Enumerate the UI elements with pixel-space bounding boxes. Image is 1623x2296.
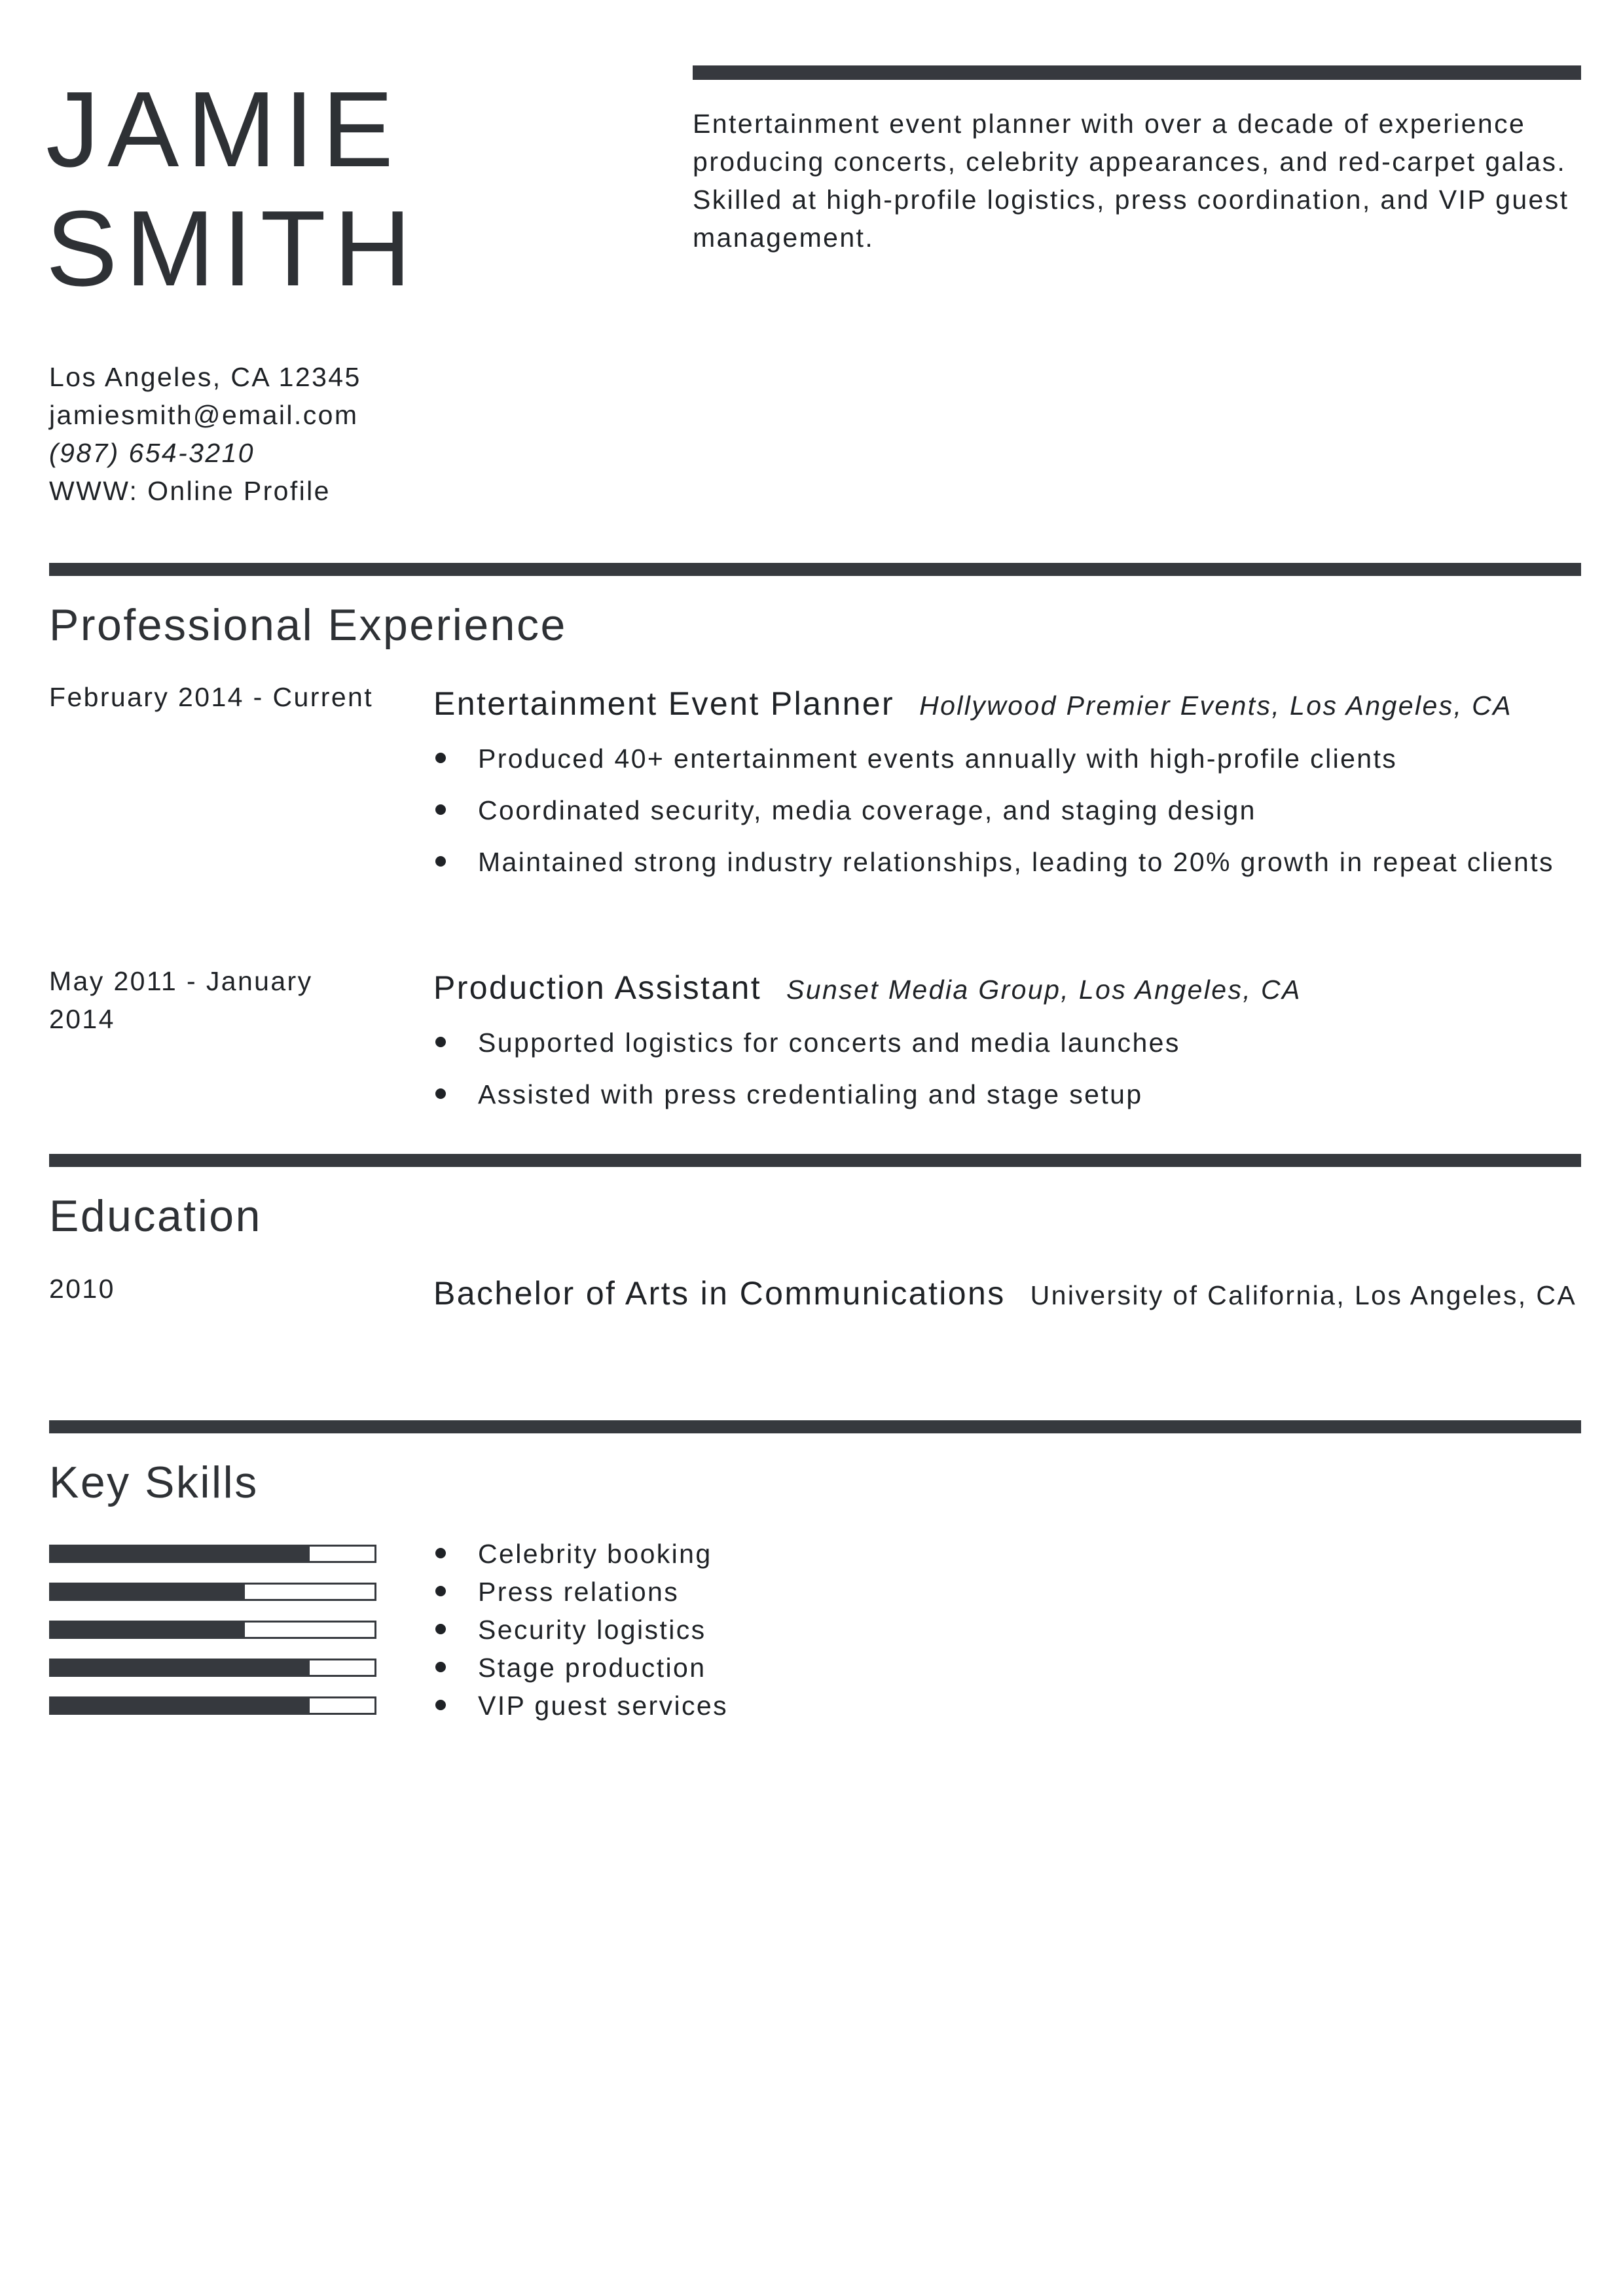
- education-degree: Bachelor of Arts in Communications: [433, 1275, 1006, 1312]
- job-bullets: [433, 1024, 1586, 1113]
- education-year: 2010: [49, 1274, 115, 1304]
- skill-level-fill: [51, 1698, 310, 1713]
- education-entry: [433, 1270, 1586, 1325]
- job-company: Sunset Media Group, Los Angeles, CA: [786, 975, 1302, 1005]
- job-dates: February 2014 - Current: [49, 682, 374, 712]
- first-name: JAMIE: [46, 69, 401, 189]
- skill-item: Press relations: [433, 1573, 1586, 1611]
- skill-level-bar: [49, 1583, 376, 1601]
- contact-website-link[interactable]: WWW: Online Profile: [49, 476, 331, 506]
- skill-item: Security logistics: [433, 1611, 1586, 1649]
- skill-level-fill: [51, 1547, 310, 1561]
- education-school: University of California, Los Angeles, CA: [1030, 1280, 1577, 1310]
- skills-divider: [49, 1420, 1581, 1433]
- skill-item: Celebrity booking: [433, 1535, 1586, 1573]
- experience-heading: Professional Experience: [49, 600, 567, 650]
- contact-phone: (987) 654-3210: [49, 438, 255, 468]
- skill-level-bar: [49, 1545, 376, 1563]
- job-title: Production Assistant: [433, 969, 762, 1006]
- job-bullet: Maintained strong industry relationships, leading to 20% growth in repeat clients: [433, 843, 1586, 881]
- job-bullet: Coordinated security, media coverage, and staging design: [433, 791, 1586, 829]
- experience-divider: [49, 563, 1581, 576]
- job-dates: May 2011 - January 2014: [49, 966, 313, 1034]
- skills-list: [433, 1535, 1586, 1725]
- job-header: [433, 685, 1586, 725]
- professional-summary: Entertainment event planner with over a decade of experience producing concerts, celebrity appearances, and red-carpet galas. Skilled at high-profile logistics, press coordination, and VIP guest management.: [693, 109, 1569, 253]
- skill-level-fill: [51, 1660, 310, 1675]
- education-divider: [49, 1154, 1581, 1167]
- contact-email[interactable]: jamiesmith@email.com: [49, 400, 359, 430]
- skills-heading: Key Skills: [49, 1458, 259, 1507]
- skill-level-bar: [49, 1621, 376, 1639]
- job-bullet: Supported logistics for concerts and media launches: [433, 1024, 1586, 1062]
- summary-top-rule: [693, 65, 1581, 80]
- education-heading: Education: [49, 1191, 262, 1241]
- job-bullet: Produced 40+ entertainment events annually with high-profile clients: [433, 740, 1586, 778]
- job-title: Entertainment Event Planner: [433, 685, 895, 722]
- skill-level-bar: [49, 1696, 376, 1715]
- skill-item: Stage production: [433, 1649, 1586, 1687]
- skill-level-bar: [49, 1659, 376, 1677]
- job-company: Hollywood Premier Events, Los Angeles, CA: [919, 691, 1512, 721]
- skill-level-fill: [51, 1623, 245, 1637]
- job-bullet: Assisted with press credentialing and stage setup: [433, 1075, 1586, 1113]
- last-name: SMITH: [46, 188, 420, 308]
- skill-level-fill: [51, 1585, 245, 1599]
- job-header: [433, 969, 1586, 1009]
- contact-location: Los Angeles, CA 12345: [49, 362, 361, 392]
- skill-item: VIP guest services: [433, 1687, 1586, 1725]
- job-bullets: [433, 740, 1586, 881]
